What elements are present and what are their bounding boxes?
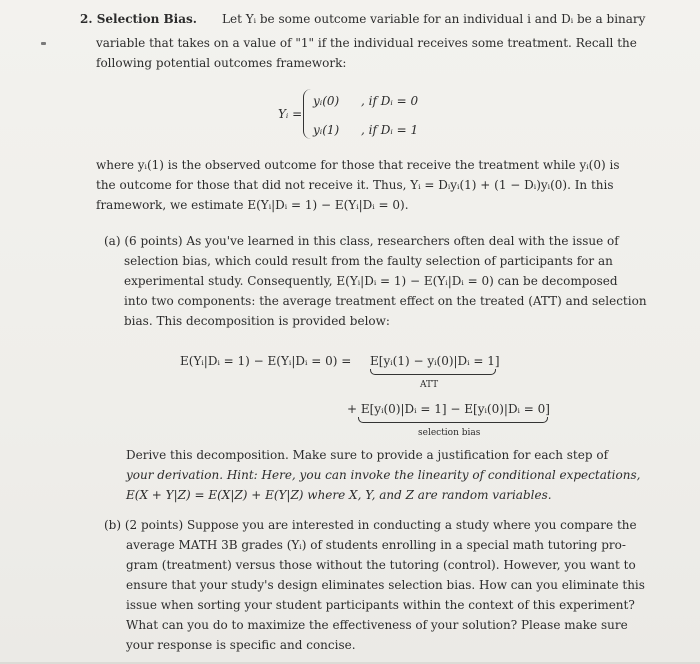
problem-title: 2. Selection Bias.: [80, 12, 197, 26]
part-b-line-1: (b) (2 points) Suppose you are interested in conducting a study where you compare the: [104, 518, 637, 532]
equation-case2-condition: , if Dᵢ = 1: [361, 123, 419, 137]
part-b-line-2: average MATH 3B grades (Yᵢ) of students enrolling in a special math tutoring pro-: [126, 538, 626, 552]
part-a-line-2: selection bias, which could result from the faulty selection of participants for an: [124, 254, 613, 268]
body-line-3: framework, we estimate E(Yᵢ|Dᵢ = 1) − E(Yᵢ|Dᵢ = 0).: [96, 198, 409, 212]
decomposition-lhs: E(Yᵢ|Dᵢ = 1) − E(Yᵢ|Dᵢ = 0) =: [180, 354, 352, 368]
derive-line-2: your derivation. Hint: Here, you can invoke the linearity of conditional expectations,: [126, 468, 641, 482]
equation-brace: [303, 89, 312, 139]
equation-lhs: Yᵢ =: [278, 107, 303, 121]
part-b-line-3: gram (treatment) versus those without the tutoring (control). However, you want to: [126, 558, 636, 572]
selection-bias-label: selection bias: [418, 428, 481, 438]
part-b-line-5: issue when sorting your student participants within the context of this experiment?: [126, 598, 635, 612]
body-line-1: where yᵢ(1) is the observed outcome for those that receive the treatment while yᵢ(0) is: [96, 158, 620, 172]
equation-case1-value: yᵢ(0): [313, 94, 340, 108]
margin-mark: [41, 42, 46, 45]
att-underbrace: [370, 369, 496, 375]
intro-line-2: variable that takes on a value of "1" if the individual receives some treatment. Recall the: [96, 36, 637, 50]
equation-case1-condition: , if Dᵢ = 0: [361, 94, 419, 108]
part-b-line-4: ensure that your study's design eliminates selection bias. How can you eliminate this: [126, 578, 645, 592]
derive-line-1: Derive this decomposition. Make sure to provide a justification for each step of: [126, 448, 609, 462]
att-label: ATT: [420, 380, 439, 390]
intro-line-3: following potential outcomes framework:: [96, 56, 347, 70]
part-b-line-7: your response is specific and concise.: [126, 638, 356, 652]
part-a-line-4: into two components: the average treatment effect on the treated (ATT) and selection: [124, 294, 647, 308]
part-a-line-3: experimental study. Consequently, E(Yᵢ|Dᵢ = 1) − E(Yᵢ|Dᵢ = 0) can be decomposed: [124, 274, 618, 288]
part-a-line-5: bias. This decomposition is provided below:: [124, 314, 390, 328]
equation-case2-value: yᵢ(1): [313, 123, 340, 137]
intro-line-1: Let Yᵢ be some outcome variable for an individual i and Dᵢ be a binary: [222, 12, 646, 26]
body-line-2: the outcome for those that did not receive it. Thus, Yᵢ = Dᵢyᵢ(1) + (1 − Dᵢ)yᵢ(0). In this: [96, 178, 614, 192]
att-term: E[yᵢ(1) − yᵢ(0)|Dᵢ = 1]: [370, 354, 500, 368]
derive-line-3: E(X + Y|Z) = E(X|Z) + E(Y|Z) where X, Y, and Z are random variables.: [126, 488, 552, 502]
selection-bias-term: + E[yᵢ(0)|Dᵢ = 1] − E[yᵢ(0)|Dᵢ = 0]: [347, 402, 550, 416]
part-b-line-6: What can you do to maximize the effectiveness of your solution? Please make sure: [126, 618, 628, 632]
selection-bias-underbrace: [358, 417, 548, 423]
part-a-line-1: (a) (6 points) As you've learned in this class, researchers often deal with the issue of: [104, 234, 619, 248]
